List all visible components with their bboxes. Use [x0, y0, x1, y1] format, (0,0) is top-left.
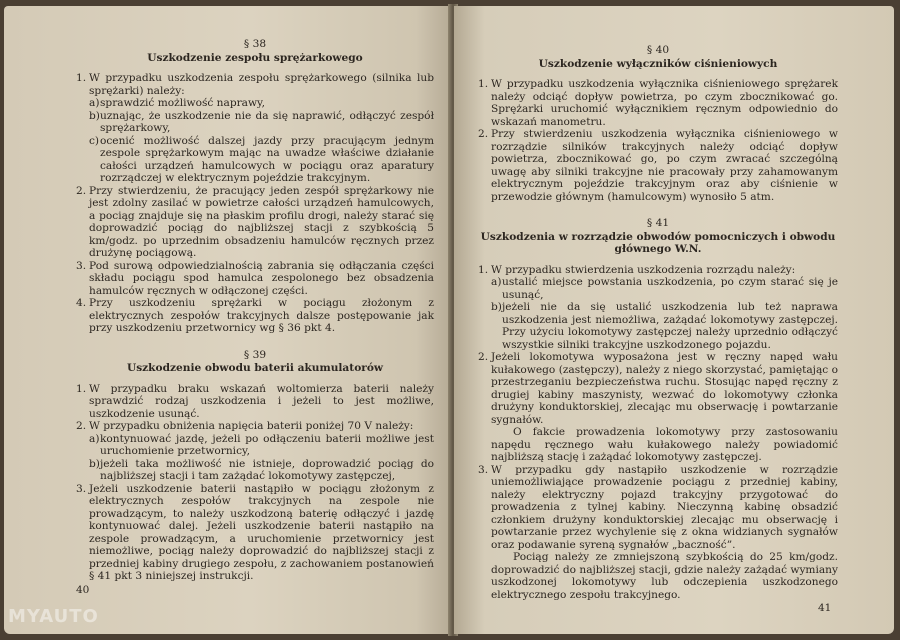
item-number: 2. [478, 128, 489, 140]
item-number: 3. [478, 463, 489, 476]
item-number: 4. [76, 297, 87, 309]
sub-item [76, 110, 434, 135]
sub-item-text: uznając, że uszkodzenie nie da się naprawić, odłączyć zespół sprężarkowy, [100, 109, 434, 134]
item-number: 2. [478, 351, 489, 363]
sub-item-text: sprawdzić możliwość naprawy, [100, 97, 265, 109]
sub-item-text: ocenić możliwość dalszej jazdy przy pracującym jednym zespole sprężarkowym mając na uwadze właściwe działanie całości urządzeń hamulcowych w pociągu oraz aparatury rozrządczej w elektrycznym pojeździe trakcyjnym. [100, 134, 434, 184]
sub-item [478, 276, 838, 301]
numbered-item [478, 351, 838, 426]
sub-item-letter: b) [89, 457, 100, 470]
section-number-s38: § 38 [243, 38, 267, 50]
page-number-left: 40 [76, 584, 90, 596]
item-number: 1. [76, 72, 87, 84]
sub-item [76, 433, 434, 458]
left-page-content [76, 38, 434, 583]
item-text: W przypadku stwierdzenia uszkodzenia rozrządu należy: [491, 263, 796, 276]
numbered-item [76, 260, 434, 298]
section-title-s38: Uszkodzenie zespołu sprężarkowego [147, 51, 363, 64]
right-page-content [478, 44, 838, 601]
numbered-item [76, 383, 434, 421]
section-gap [478, 203, 838, 217]
section-title-s39: Uszkodzenie obwodu baterii akumulatorów [126, 362, 384, 374]
numbered-item [478, 264, 838, 277]
section-number-s39: § 39 [243, 348, 267, 361]
numbered-item [478, 78, 838, 128]
sub-item-letter: c) [89, 134, 100, 147]
section-number-s41: § 41 [646, 217, 670, 229]
sub-item-text: jeżeli nie da się ustalić uszkodzenia lub też naprawa uszkodzenia jest niemożliwa, zażądać lokomotywy zastępczej. Przy użyciu lokomotywy zastępczej należy uprzednio odłączyć wszystkie silniki trakcyjne uszkodzonego pojazdu. [502, 301, 838, 351]
item-number: 3. [76, 259, 87, 272]
left-page [4, 6, 452, 634]
sub-item-text: ustalić miejsce powstania uszkodzenia, po czym starać się je usunąć, [502, 276, 838, 301]
sub-item [76, 458, 434, 483]
item-paragraph: Pociąg należy ze zmniejszoną szybkością do 25 km/godz. doprowadzić do najbliższej stacji, gdzie należy zażądać wymiany uszkodzonej lokomotywy lub odczepienia uszkodzonego elektrycznego zespołu trakcyjnego. [491, 551, 838, 601]
right-page [454, 6, 894, 634]
numbered-item [76, 483, 434, 583]
sub-item-letter: b) [89, 109, 100, 122]
sub-item-text: jeżeli taka możliwość nie istnieje, doprowadzić pociąg do najbliższej stacji i tam zażądać lokomotywy zastępczej, [100, 457, 434, 482]
item-number: 1. [478, 78, 489, 90]
item-text: W przypadku uszkodzenia zespołu sprężarkowego (silnika lub sprężarki) należy: [89, 72, 434, 97]
item-number: 1. [76, 382, 87, 395]
watermark: MYAUTO [8, 606, 99, 627]
numbered-item [76, 72, 434, 97]
item-text: Pod surową odpowiedzialnością zabrania się odłączania części składu pociągu spod hamulca zespolonego bez obsadzenia hamulców ręcznych w odłączonej części. [89, 259, 434, 297]
numbered-item [478, 464, 838, 552]
section-title-s40: Uszkodzenie wyłączników ciśnieniowych [538, 57, 778, 70]
item-text: W przypadku obniżenia napięcia baterii poniżej 70 V należy: [89, 420, 414, 432]
item-number: 2. [76, 420, 87, 432]
sub-item [76, 135, 434, 185]
section-number-s40: § 40 [646, 44, 670, 56]
numbered-item [76, 297, 434, 335]
sub-item [76, 97, 434, 110]
sub-item-letter: a) [89, 432, 100, 445]
item-text: Jeżeli uszkodzenie baterii nastąpiło w pociągu złożonym z elektrycznych zespołów trakcyjnych na zespole nie prowadzącym, to należy uszkodzoną baterię odłączyć i jazdę kontynuować dalej. Jeżeli uszkodzenie baterii nastąpiło na zespole prowadzącym, a uruchomienie przetwornicy jest niemożliwe, pociąg należy doprowadzić do najbliższej stacji z przedniej kabiny drugiego zespołu, z zachowaniem postanowień § 41 pkt 3 niniejszej instrukcji. [89, 482, 434, 582]
section-gap [76, 335, 434, 349]
sub-item-letter: b) [491, 301, 502, 313]
numbered-item [478, 128, 838, 203]
item-number: 3. [76, 482, 87, 495]
numbered-item [76, 185, 434, 260]
item-number: 1. [478, 263, 489, 276]
item-number: 2. [76, 184, 87, 197]
item-text: W przypadku gdy nastąpiło uszkodzenie w rozrządzie uniemożliwiające prowadzenie pociągu z przedniej kabiny, należy elektryczny pojazd trakcyjny przygotować do prowadzenia z tylnej kabiny. Nieczynną kabinę obsadzić członkiem drużyny konduktorskiej zlecając mu obserwację i powtarzanie przez wychylenie się z okna widzianych sygnałów oraz podawanie syreną sygnałów „baczność”. [491, 463, 838, 551]
sub-item-letter: a) [491, 276, 502, 288]
item-text: Jeżeli lokomotywa wyposażona jest w ręczny napęd wału kułakowego (zastępczy), należy z niego skorzystać, pamiętając o przestrzeganiu bezpieczeństwa ruchu. Stosując napęd ręczny z drugiej kabiny maszynisty, wezwać do lokomotywy członka drużyny konduktorskiej, zlecając mu obserwację i powtarzanie sygnałów. [491, 351, 838, 426]
sub-item [478, 301, 838, 351]
item-text: Przy uszkodzeniu sprężarki w pociągu złożonym z elektrycznych zespołów trakcyjnych dalsze postępowanie jak przy uszkodzeniu przetwornicy wg § 36 pkt 4. [89, 297, 434, 334]
numbered-item [76, 420, 434, 433]
item-text: W przypadku uszkodzenia wyłącznika ciśnieniowego sprężarek należy odciąć dopływ powietrza, po czym zbocznikować go. Sprężarki uruchomić wyłącznikiem ręcznym odpowiednio do wskazań manometru. [491, 78, 838, 128]
sub-item-text: kontynuować jazdę, jeżeli po odłączeniu baterii możliwe jest uruchomienie przetwornicy, [100, 432, 434, 457]
item-paragraph: O fakcie prowadzenia lokomotywy przy zastosowaniu napędu ręcznego wału kułakowego należy powiadomić najbliższą stację i zażądać lokomotywy zastępczej. [491, 426, 838, 463]
sub-item-letter: a) [89, 97, 100, 109]
item-text: W przypadku braku wskazań woltomierza baterii należy sprawdzić rodzaj uszkodzenia i jeżeli to jest możliwe, uszkodzenie usunąć. [89, 382, 434, 420]
item-text: Przy stwierdzeniu uszkodzenia wyłącznika ciśnieniowego w rozrządzie silników trakcyjnych należy odciąć dopływ powietrza, zbocznikować go, po czym zwracać szczególną uwagę aby silniki trakcyjne nie pracowały przy zahamowanym elektrycznym pojeździe trakcyjnym oraz aby ciśnienie w przewodzie głównym (hamulcowym) wynosiło 5 atm. [491, 128, 838, 203]
item-text: Przy stwierdzeniu, że pracujący jeden zespół sprężarkowy nie jest zdolny zasilać w powietrze całości urządzeń hamulcowych, a pociąg znajduje się na płaskim profilu drogi, należy starać się doprowadzić pociąg do najbliższej stacji z szybkością 5 km/godz. po uprzednim obsadzeniu hamulców ręcznych przez drużynę pociągową. [89, 184, 434, 259]
page-number-right: 41 [818, 602, 832, 614]
section-title-s41: Uszkodzenia w rozrządzie obwodów pomocniczych i obwodu głównego W.N. [480, 230, 836, 255]
